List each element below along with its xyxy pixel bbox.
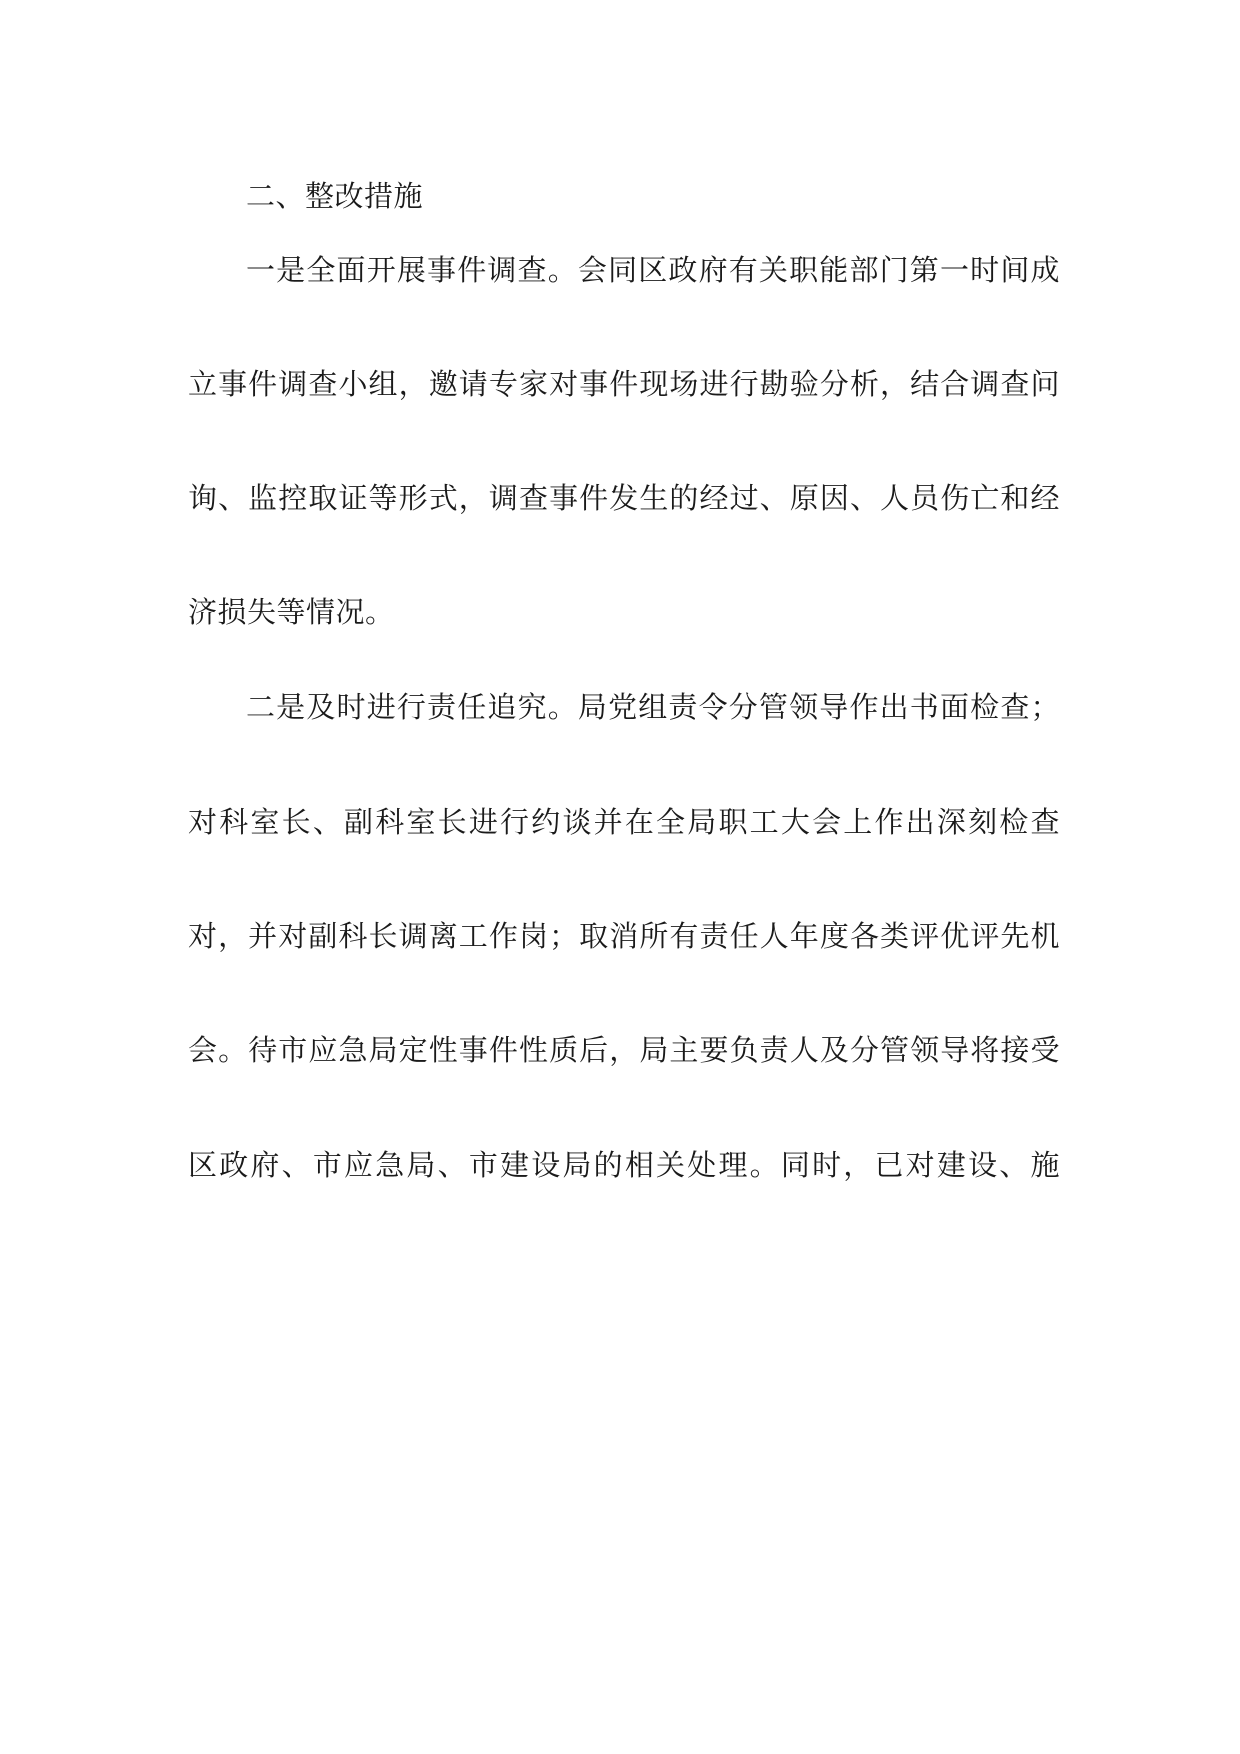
paragraph-line: 对科室长、副科室长进行约谈并在全局职工大会上作出深刻检查 xyxy=(188,805,1060,839)
paragraph-line: 一是全面开展事件调查。会同区政府有关职能部门第一时间成 xyxy=(246,253,1060,287)
paragraph-line: 对，并对副科长调离工作岗；取消所有责任人年度各类评优评先机 xyxy=(188,919,1060,953)
paragraph-line: 询、监控取证等形式，调查事件发生的经过、原因、人员伤亡和经 xyxy=(188,481,1060,515)
paragraph-line: 立事件调查小组，邀请专家对事件现场进行勘验分析，结合调查问 xyxy=(188,367,1060,401)
paragraph-line: 会。待市应急局定性事件性质后，局主要负责人及分管领导将接受 xyxy=(188,1033,1060,1067)
paragraph-line: 区政府、市应急局、市建设局的相关处理。同时，已对建设、施 xyxy=(188,1148,1060,1182)
paragraph-line: 济损失等情况。 xyxy=(188,595,395,629)
section-heading: 二、整改措施 xyxy=(246,179,424,213)
paragraph-line: 二是及时进行责任追究。局党组责令分管领导作出书面检查； xyxy=(246,690,1060,724)
